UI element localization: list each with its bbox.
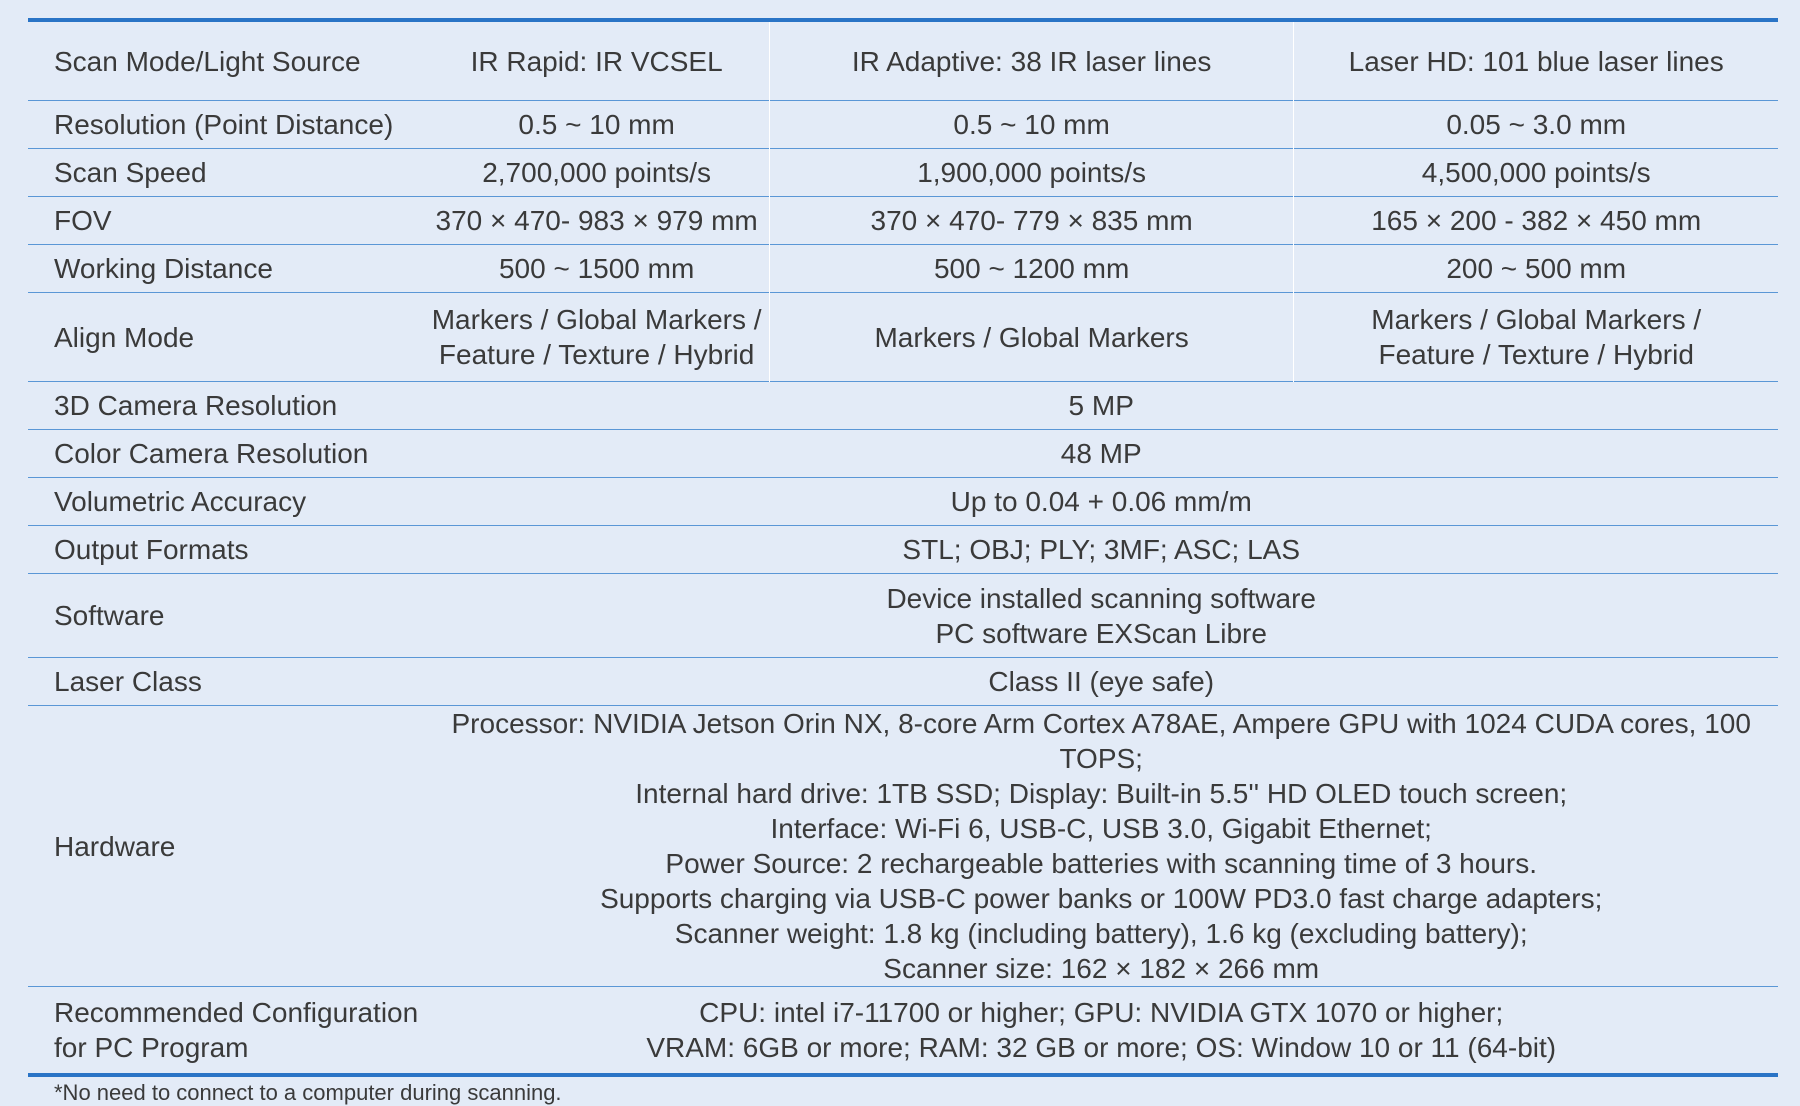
cell-line: VRAM: 6GB or more; RAM: 32 GB or more; OS: Window 10 or 11 (64-bit) <box>646 1032 1557 1063</box>
cell-value: 500 ~ 1200 mm <box>769 245 1294 293</box>
cell-value: 2,700,000 points/s <box>424 149 769 197</box>
cell-line: Markers / Global Markers / <box>431 304 762 335</box>
cell-line: Scanner weight: 1.8 kg (including battery), 1.6 kg (excluding battery); <box>674 918 1528 949</box>
row-label: Align Mode <box>28 293 424 382</box>
table-row-hardware <box>28 706 1778 987</box>
mode-header: IR Adaptive: 38 IR laser lines <box>769 20 1294 101</box>
row-label <box>28 987 424 1076</box>
row-label: Hardware <box>28 706 424 987</box>
cell-value: 0.5 ~ 10 mm <box>424 101 769 149</box>
table-row <box>28 245 1778 293</box>
cell-value: 48 MP <box>424 430 1778 478</box>
cell-line: Interface: Wi-Fi 6, USB-C, USB 3.0, Gigabit Ethernet; <box>770 813 1432 844</box>
row-label: Working Distance <box>28 245 424 293</box>
row-label: 3D Camera Resolution <box>28 382 424 430</box>
table-row <box>28 430 1778 478</box>
cell-line: Internal hard drive: 1TB SSD; Display: Built-in 5.5'' HD OLED touch screen; <box>635 778 1568 809</box>
row-label: Scan Mode/Light Source <box>54 45 361 77</box>
cell-value: 4,500,000 points/s <box>1294 149 1778 197</box>
mode-header: IR Rapid: IR VCSEL <box>470 45 723 77</box>
table-row-laser-class <box>28 658 1778 706</box>
cell-value <box>424 987 1778 1076</box>
table-row <box>28 197 1778 245</box>
cell-line: CPU: intel i7-11700 or higher; GPU: NVIDIA GTX 1070 or higher; <box>699 997 1504 1028</box>
mode-header: Laser HD: 101 blue laser lines <box>1294 20 1778 101</box>
cell-line: Feature / Texture / Hybrid <box>1378 339 1694 370</box>
row-label: Software <box>28 574 424 658</box>
cell-line: Feature / Texture / Hybrid <box>438 339 755 370</box>
cell-value: 165 × 200 - 382 × 450 mm <box>1294 197 1778 245</box>
cell-value: 370 × 470- 779 × 835 mm <box>769 197 1294 245</box>
row-label: Laser Class <box>28 658 424 706</box>
row-label: Output Formats <box>28 526 424 574</box>
row-label: Resolution (Point Distance) <box>28 101 424 149</box>
row-label: FOV <box>28 197 424 245</box>
cell-value <box>1294 293 1778 382</box>
cell-value <box>424 706 1778 987</box>
table-row <box>28 149 1778 197</box>
cell-line: Markers / Global Markers <box>874 321 1189 353</box>
cell-value <box>424 293 769 382</box>
cell-line: Supports charging via USB-C power banks or 100W PD3.0 fast charge adapters; <box>600 883 1603 914</box>
cell-line: PC software EXScan Libre <box>935 617 1267 649</box>
footnote: *No need to connect to a computer during scanning. <box>54 1080 562 1105</box>
label-line: Recommended Configuration <box>54 997 419 1028</box>
cell-line: Processor: NVIDIA Jetson Orin NX, 8-core Arm Cortex A78AE, Ampere GPU with 1024 CUDA cores, 100 TOPS; <box>451 708 1751 774</box>
cell-value: 1,900,000 points/s <box>769 149 1294 197</box>
table-row <box>28 478 1778 526</box>
cell-value <box>424 574 1778 658</box>
cell-value: Up to 0.04 + 0.06 mm/m <box>424 478 1778 526</box>
table-row <box>28 101 1778 149</box>
table-row <box>28 382 1778 430</box>
table-row-align-mode <box>28 293 1778 382</box>
table-row-software <box>28 574 1778 658</box>
cell-value <box>769 293 1294 382</box>
cell-value: 0.5 ~ 10 mm <box>769 101 1294 149</box>
cell-value: Class II (eye safe) <box>424 658 1778 706</box>
cell-value: STL; OBJ; PLY; 3MF; ASC; LAS <box>424 526 1778 574</box>
cell-value: 5 MP <box>424 382 1778 430</box>
table-row-config <box>28 987 1778 1076</box>
cell-value: 200 ~ 500 mm <box>1294 245 1778 293</box>
cell-value: 370 × 470- 983 × 979 mm <box>424 197 769 245</box>
header-row <box>28 20 1778 101</box>
cell-line: Power Source: 2 rechargeable batteries with scanning time of 3 hours. <box>665 848 1538 879</box>
spec-table <box>28 18 1778 1077</box>
cell-value: 0.05 ~ 3.0 mm <box>1294 101 1778 149</box>
row-label: Scan Speed <box>28 149 424 197</box>
cell-line: Device installed scanning software <box>886 582 1316 614</box>
cell-line: Scanner size: 162 × 182 × 266 mm <box>883 953 1320 984</box>
table-row <box>28 526 1778 574</box>
row-label: Color Camera Resolution <box>28 430 424 478</box>
cell-value: 500 ~ 1500 mm <box>424 245 769 293</box>
label-line: for PC Program <box>54 1032 249 1063</box>
row-label: Volumetric Accuracy <box>28 478 424 526</box>
cell-line: Markers / Global Markers / <box>1371 304 1702 335</box>
